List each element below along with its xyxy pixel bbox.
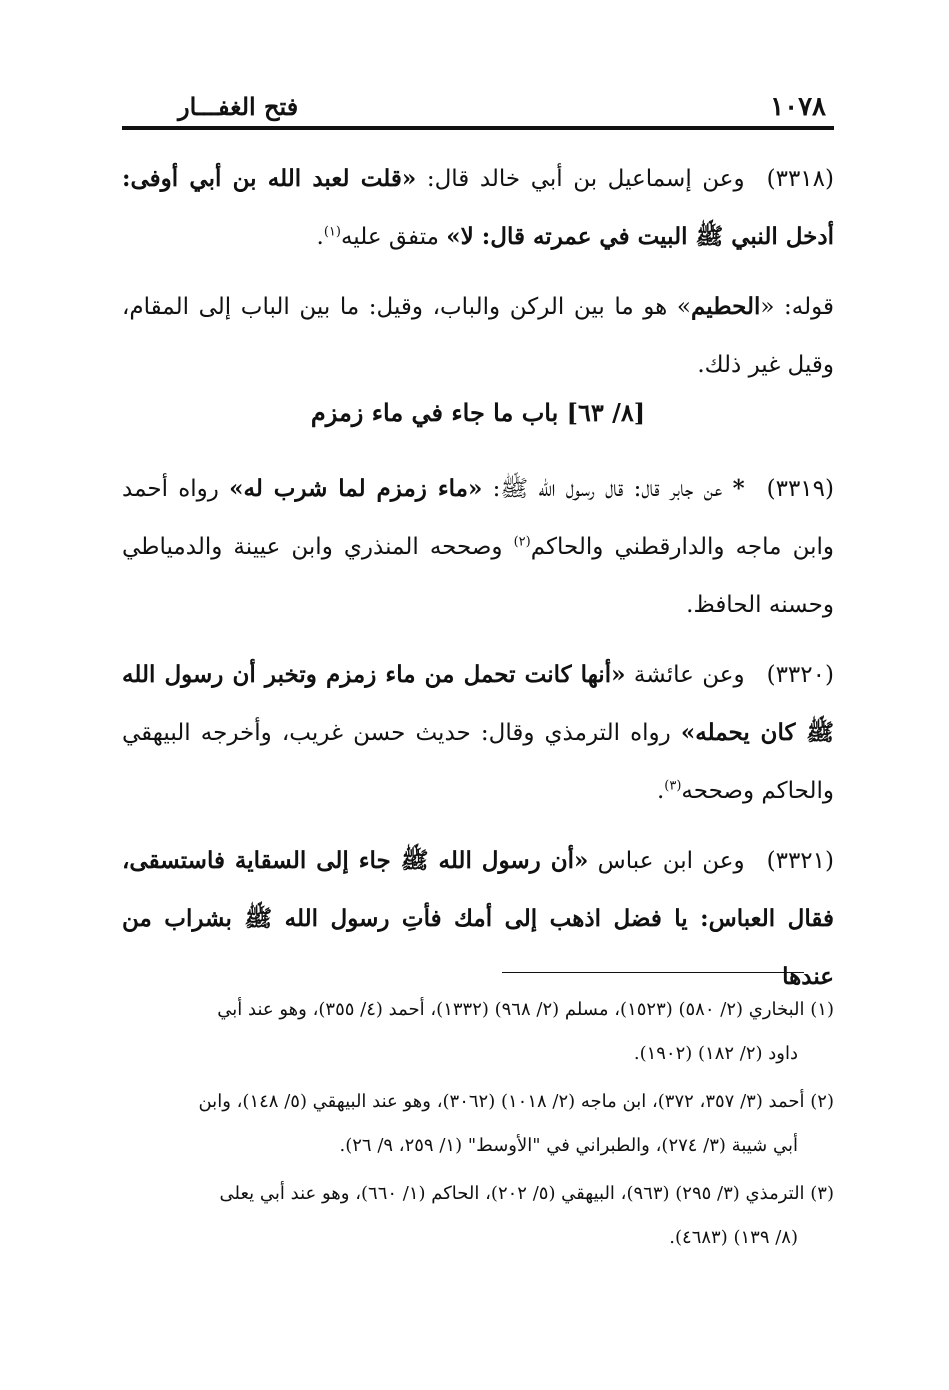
hadith-3318: (٣٣١٨)وعن إسماعيل بن أبي خالد قال: «قلت لعبد الله بن أبي أوفى: أدخل النبي ﷺ البيت في عمرته قال: لا» متفق عليه$^{(١)}$. bbox=[122, 165, 834, 250]
hadith-quote: «ماء زمزم لما شرب له» bbox=[229, 475, 483, 502]
hadith-source: متفق عليه bbox=[340, 224, 447, 250]
book-title: فتح الغفـــار bbox=[178, 92, 299, 121]
hadith-3320: (٣٣٢٠)وعن عائشة «أنها كانت تحمل من ماء زمزم وتخبر أن رسول الله ﷺ كان يحمله» رواه الترمذي وقال: حديث حسن غريب، وأخرجه البيهقي والحاكم وصححه$^{(٣)}$. bbox=[122, 661, 834, 804]
page-header bbox=[122, 88, 834, 130]
hadith-intro: وعن إسماعيل بن أبي خالد قال: bbox=[416, 166, 745, 192]
section-heading: [٨/ ٦٣] باب ما جاء في ماء زمزم bbox=[310, 398, 646, 427]
footnote-3: (٣) الترمذي (٣/ ٢٩٥) (٩٦٣)، البيهقي (٥/ ٢٠٢)، الحاكم (١/ ٦٦٠)، وهو عند أبي يعلى (٨/ ١٣٩) (٤٦٨٣). bbox=[219, 1183, 834, 1248]
hadith-number: (٣٣٢١) bbox=[766, 848, 834, 874]
footnote-ref: (٣) bbox=[664, 778, 682, 794]
hadith-3321: (٣٣٢١)وعن ابن عباس «أن رسول الله ﷺ جاء إلى السقاية فاستسقى، فقال العباس: يا فضل اذهب إلى أمك فأتِ رسول الله ﷺ بشراب من عندها bbox=[122, 847, 834, 990]
commentary-hatim: قوله: «الحطيم» هو ما بين الركن والباب، وقيل: ما بين الباب إلى المقام، وقيل غير ذلك. bbox=[122, 293, 834, 378]
footnote-2: (٢) أحمد (٣/ ٣٥٧، ٣٧٢)، ابن ماجه (٢/ ١٠١٨) (٣٠٦٢)، وهو عند البيهقي (٥/ ١٤٨)، وابن أبي شيبة (٣/ ٢٧٤)، والطبراني في "الأوسط" (١/ ٢٥٩، ٩/ ٢٦). bbox=[198, 1091, 834, 1156]
hadith-quote: «قلت لعبد الله بن أبي أوفى: أدخل النبي ﷺ البيت في عمرته قال: لا» bbox=[122, 165, 834, 250]
main-text-top bbox=[122, 150, 834, 394]
star-mark: * bbox=[732, 475, 745, 502]
hadith-number: (٣٣٢٠) bbox=[766, 662, 834, 688]
hadith-number: (٣٣١٩) bbox=[766, 476, 834, 502]
hadith-3319: (٣٣١٩)* عن جابر قال: قال رسول الله ﷺ: «ماء زمزم لما شرب له» رواه أحمد وابن ماجه والدارقطني والحاكم$^{(٢)}$ وصححه المنذري وابن عيينة والدمياطي وحسنه الحافظ. bbox=[122, 475, 834, 618]
footnote-ref: (٢) bbox=[513, 534, 531, 550]
main-text-bottom bbox=[122, 460, 834, 1006]
hadith-quote: «أن رسول الله ﷺ جاء إلى السقاية فاستسقى، فقال العباس: يا فضل اذهب إلى أمك فأتِ رسول الله ﷺ بشراب من عندها bbox=[122, 847, 834, 990]
term-hatim: الحطيم bbox=[690, 293, 761, 320]
hadith-number: (٣٣١٨) bbox=[766, 166, 834, 192]
hadith-quote: «أنها كانت تحمل من ماء زمزم وتخبر أن رسول الله ﷺ كان يحمله» bbox=[122, 661, 834, 746]
footnote-1: (١) البخاري (٢/ ٥٨٠) (١٥٢٣)، مسلم (٢/ ٩٦٨) (١٣٣٢)، أحمد (٤/ ٣٥٥)، وهو عند أبي داود (٢/ ١٨٢) (١٩٠٢). bbox=[217, 999, 834, 1064]
footnote-ref: (١) bbox=[323, 224, 341, 240]
footnote-divider bbox=[502, 972, 804, 973]
page-number: ١٠٧٨ bbox=[770, 92, 826, 122]
footnotes bbox=[122, 988, 834, 1264]
